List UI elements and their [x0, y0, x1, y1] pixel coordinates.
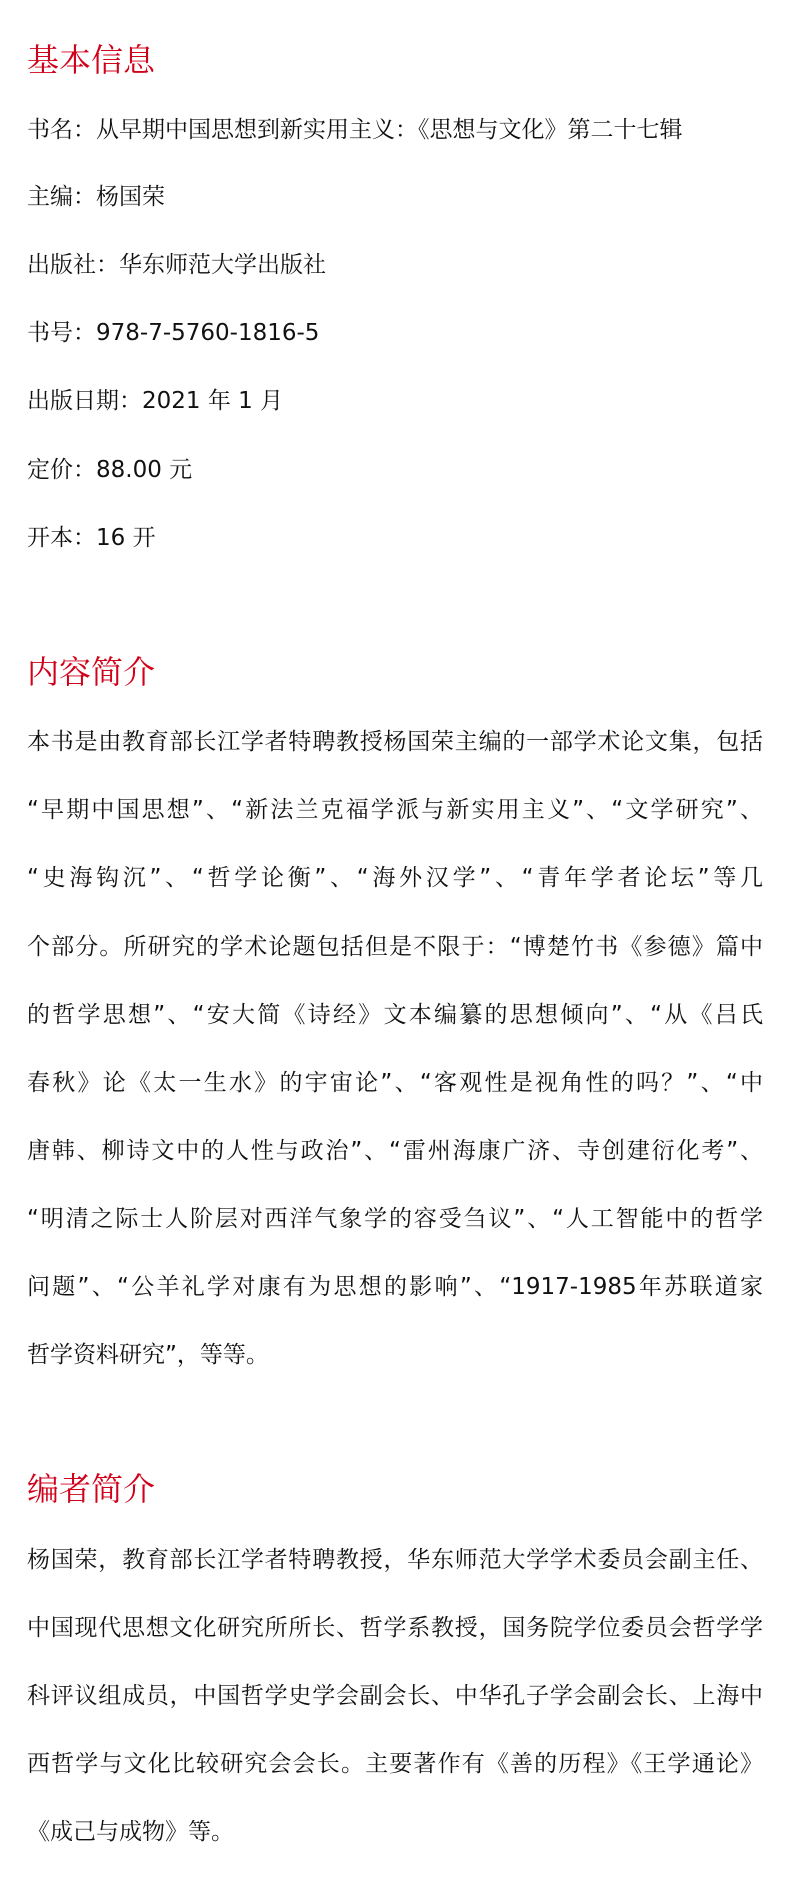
- editor-intro-line: 西哲学与文化比较研究会会长。主要著作有《善的历程》《王学通论》: [27, 1751, 763, 1777]
- content-intro-line: “明清之际士人阶层对西洋气象学的容受刍议”、“人工智能中的哲学: [27, 1206, 763, 1232]
- content-intro-line: 本书是由教育部长江学者特聘教授杨国荣主编的一部学术论文集，包括: [27, 729, 763, 755]
- publisher-line: 出版社：华东师范大学出版社: [27, 252, 326, 278]
- editor-intro-line: 杨国荣，教育部长江学者特聘教授，华东师范大学学术委员会副主任、: [27, 1547, 763, 1573]
- content-intro-line: 唐韩、柳诗文中的人性与政治”、“雷州海康广济、寺创建衍化考”、: [27, 1138, 763, 1164]
- editor-intro-line: 科评议组成员，中国哲学史学会副会长、中华孔子学会副会长、上海中: [27, 1683, 763, 1709]
- content-intro-heading: 内容简介: [27, 653, 156, 691]
- content-intro-line: 哲学资料研究”，等等。: [27, 1342, 269, 1368]
- editor-intro-line: 中国现代思想文化研究所所长、哲学系教授，国务院学位委员会哲学学: [27, 1615, 763, 1641]
- content-intro-line: “史海钩沉”、“哲学论衡”、“海外汉学”、“青年学者论坛”等几: [27, 865, 763, 891]
- isbn-line: 书号：978-7-5760-1816-5: [27, 320, 320, 346]
- content-intro-line: 的哲学思想”、“安大简《诗经》文本编纂的思想倾向”、“从《吕氏: [27, 1002, 763, 1028]
- price-line: 定价：88.00 元: [27, 457, 193, 483]
- editor-line: 主编：杨国荣: [27, 184, 165, 210]
- editor-intro-heading: 编者简介: [27, 1470, 156, 1508]
- publish-date-line: 出版日期：2021 年 1 月: [27, 388, 284, 414]
- content-intro-line: 问题”、“公羊礼学对康有为思想的影响”、“1917-1985年苏联道家: [27, 1274, 763, 1300]
- content-intro-line: “早期中国思想”、“新法兰克福学派与新实用主义”、“文学研究”、: [27, 797, 763, 823]
- editor-intro-line: 《成己与成物》等。: [27, 1819, 234, 1845]
- content-intro-line: 个部分。所研究的学术论题包括但是不限于：“博楚竹书《参德》篇中: [27, 934, 763, 960]
- book-title-line: 书名：从早期中国思想到新实用主义：《思想与文化》第二十七辑: [27, 117, 683, 143]
- content-intro-line: 春秋》论《太一生水》的宇宙论”、“客观性是视角性的吗？”、“中: [27, 1070, 763, 1096]
- basic-info-heading: 基本信息: [27, 41, 156, 79]
- format-line: 开本：16 开: [27, 525, 156, 551]
